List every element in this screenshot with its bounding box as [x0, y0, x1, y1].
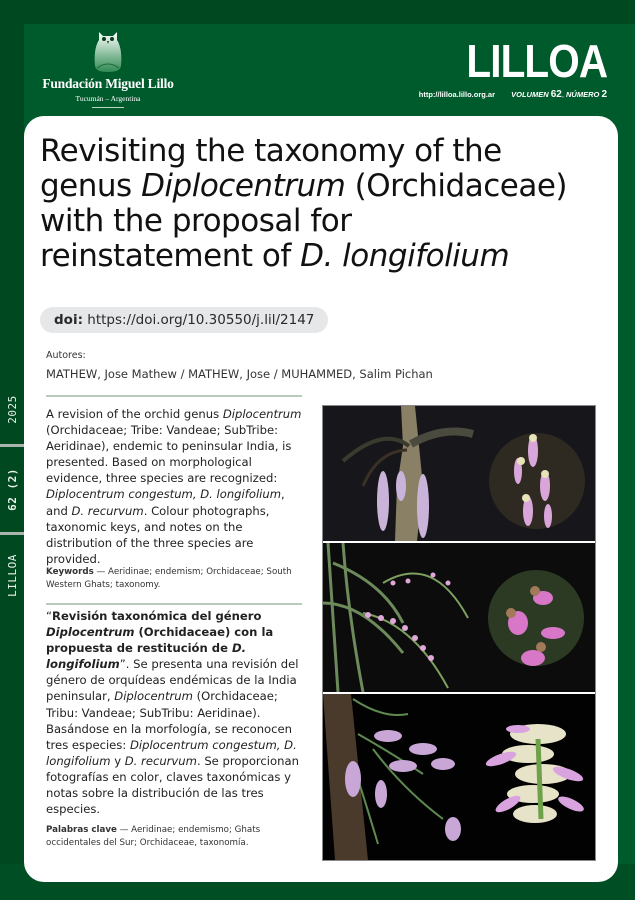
- title-text: genus: [40, 168, 142, 204]
- abstract-spanish: [46, 608, 308, 817]
- article-card: [24, 116, 618, 882]
- abstract-text: A revision of the orchid genus: [46, 407, 223, 421]
- title-line: with the proposal for: [40, 203, 352, 239]
- spanish-title: Revisión taxonómica del género: [52, 609, 262, 623]
- journal-url[interactable]: http://lilloa.lillo.org.ar: [418, 90, 496, 99]
- resumen-italic: Diplocentrum: [114, 689, 193, 704]
- spanish-title-italic: D. longifolium: [46, 641, 247, 672]
- palabras-clave: [46, 824, 308, 849]
- sidebar-journal: [0, 535, 24, 615]
- issue-number: 2: [601, 89, 607, 100]
- journal-title: LILLOA: [466, 35, 607, 87]
- orchid-photo-icon: [323, 543, 595, 692]
- institution-location: Tucumán – Argentina: [75, 94, 141, 103]
- title-text: (Orchidaceae): [345, 168, 567, 204]
- owl-icon: [93, 30, 123, 74]
- photo-panel-longifolium: [323, 543, 595, 692]
- quote-mark: ”: [119, 657, 126, 672]
- doi-pill[interactable]: [40, 307, 328, 333]
- doi-label: doi:: [54, 312, 83, 328]
- abstract-text: . Colour photographs, taxonomic keys, and notes on the distribution of the three species are provided.: [46, 503, 270, 566]
- title-genus: Diplocentrum: [141, 168, 346, 204]
- palabras-list: — Aeridinae; endemismo; Ghats occidentales del Sur; Orchidaceae, taxonomía.: [46, 825, 261, 848]
- palabras-label: Palabras clave: [46, 825, 117, 835]
- resumen-italic: Diplocentrum congestum, D. longifolium: [46, 737, 297, 768]
- orchid-photo-icon: [323, 406, 595, 541]
- quote-mark: “: [46, 609, 53, 623]
- logo-underline: [92, 107, 124, 108]
- keywords-label: Keywords: [46, 567, 94, 577]
- resumen-text: (Orchidaceae; Tribu: Vandeae; SubTribu: Aeridinae). Basándose en la morfología, se reconocen tres especies:: [46, 689, 293, 752]
- spanish-title: (Orchidaceae) con la propuesta de restitución de: [46, 625, 274, 656]
- sidebar-volume-issue: [0, 447, 24, 532]
- title-species: D. longifolium: [300, 238, 510, 274]
- keywords-list: — Aeridinae; endemism; Orchidaceae; South Western Ghats; taxonomy.: [46, 567, 292, 590]
- spanish-title-italic: Diplocentrum: [46, 625, 135, 640]
- sidebar-journal-text: LILLOA: [5, 553, 19, 597]
- keywords: [46, 566, 308, 591]
- title-text: reinstatement of: [40, 238, 301, 274]
- journal-meta: http://lilloa.lillo.org.ar VOLUMEN 62, NÚMERO 2: [418, 89, 607, 100]
- authors-list: MATHEW, Jose Mathew / MATHEW, Jose / MUHAMMED, Salim Pichan: [46, 367, 433, 381]
- volume-label: VOLUMEN: [511, 90, 549, 99]
- abstract-italic: Diplocentrum: [222, 407, 302, 421]
- photo-panel-recurvum: [323, 694, 595, 860]
- orchid-photo-icon: [323, 694, 595, 860]
- sidebar-year: [0, 374, 24, 444]
- sidebar-year-text: 2025: [5, 394, 19, 424]
- institution-name: Fundación Miguel Lillo: [42, 76, 174, 91]
- title-line: Revisiting the taxonomy of the: [40, 133, 502, 169]
- divider: [46, 395, 302, 397]
- authors-label: Autores:: [46, 350, 86, 361]
- institution-logo[interactable]: [38, 30, 178, 108]
- abstract-text: , and: [46, 487, 285, 518]
- resumen-italic: D. recurvum: [124, 753, 197, 768]
- article-title: [40, 134, 600, 274]
- journal-masthead: [418, 35, 607, 100]
- photo-panel-congestum: [323, 406, 595, 541]
- abstract-italic: Diplocentrum congestum, D. longifolium: [46, 487, 282, 502]
- resumen-text: . Se presenta una revisión del género de orquídeas endémicas de la India peninsular,: [46, 657, 299, 704]
- orchid-figure: [322, 405, 596, 861]
- volume-number: 62: [550, 89, 562, 100]
- issue-label: NÚMERO: [566, 90, 600, 99]
- abstract-text: (Orchidaceae; Tribe: Vandeae; SubTribe: Aeridinae), endemic to peninsular India, is presented. Based on morphological evidence, three species are recognized:: [46, 423, 292, 486]
- doi-link[interactable]: https://doi.org/10.30550/j.lil/2147: [87, 312, 315, 328]
- resumen-text: . Se proporcionan fotografías en color, claves taxonómicas y notas sobre la distribución de las tres especies.: [46, 753, 299, 817]
- abstract-italic: D. recurvum: [71, 503, 144, 518]
- divider: [46, 603, 302, 605]
- sidebar-volume-issue-text: 62 (2): [5, 468, 19, 511]
- top-frame: [0, 0, 635, 24]
- resumen-text: y: [110, 753, 125, 768]
- abstract-english: [46, 406, 308, 567]
